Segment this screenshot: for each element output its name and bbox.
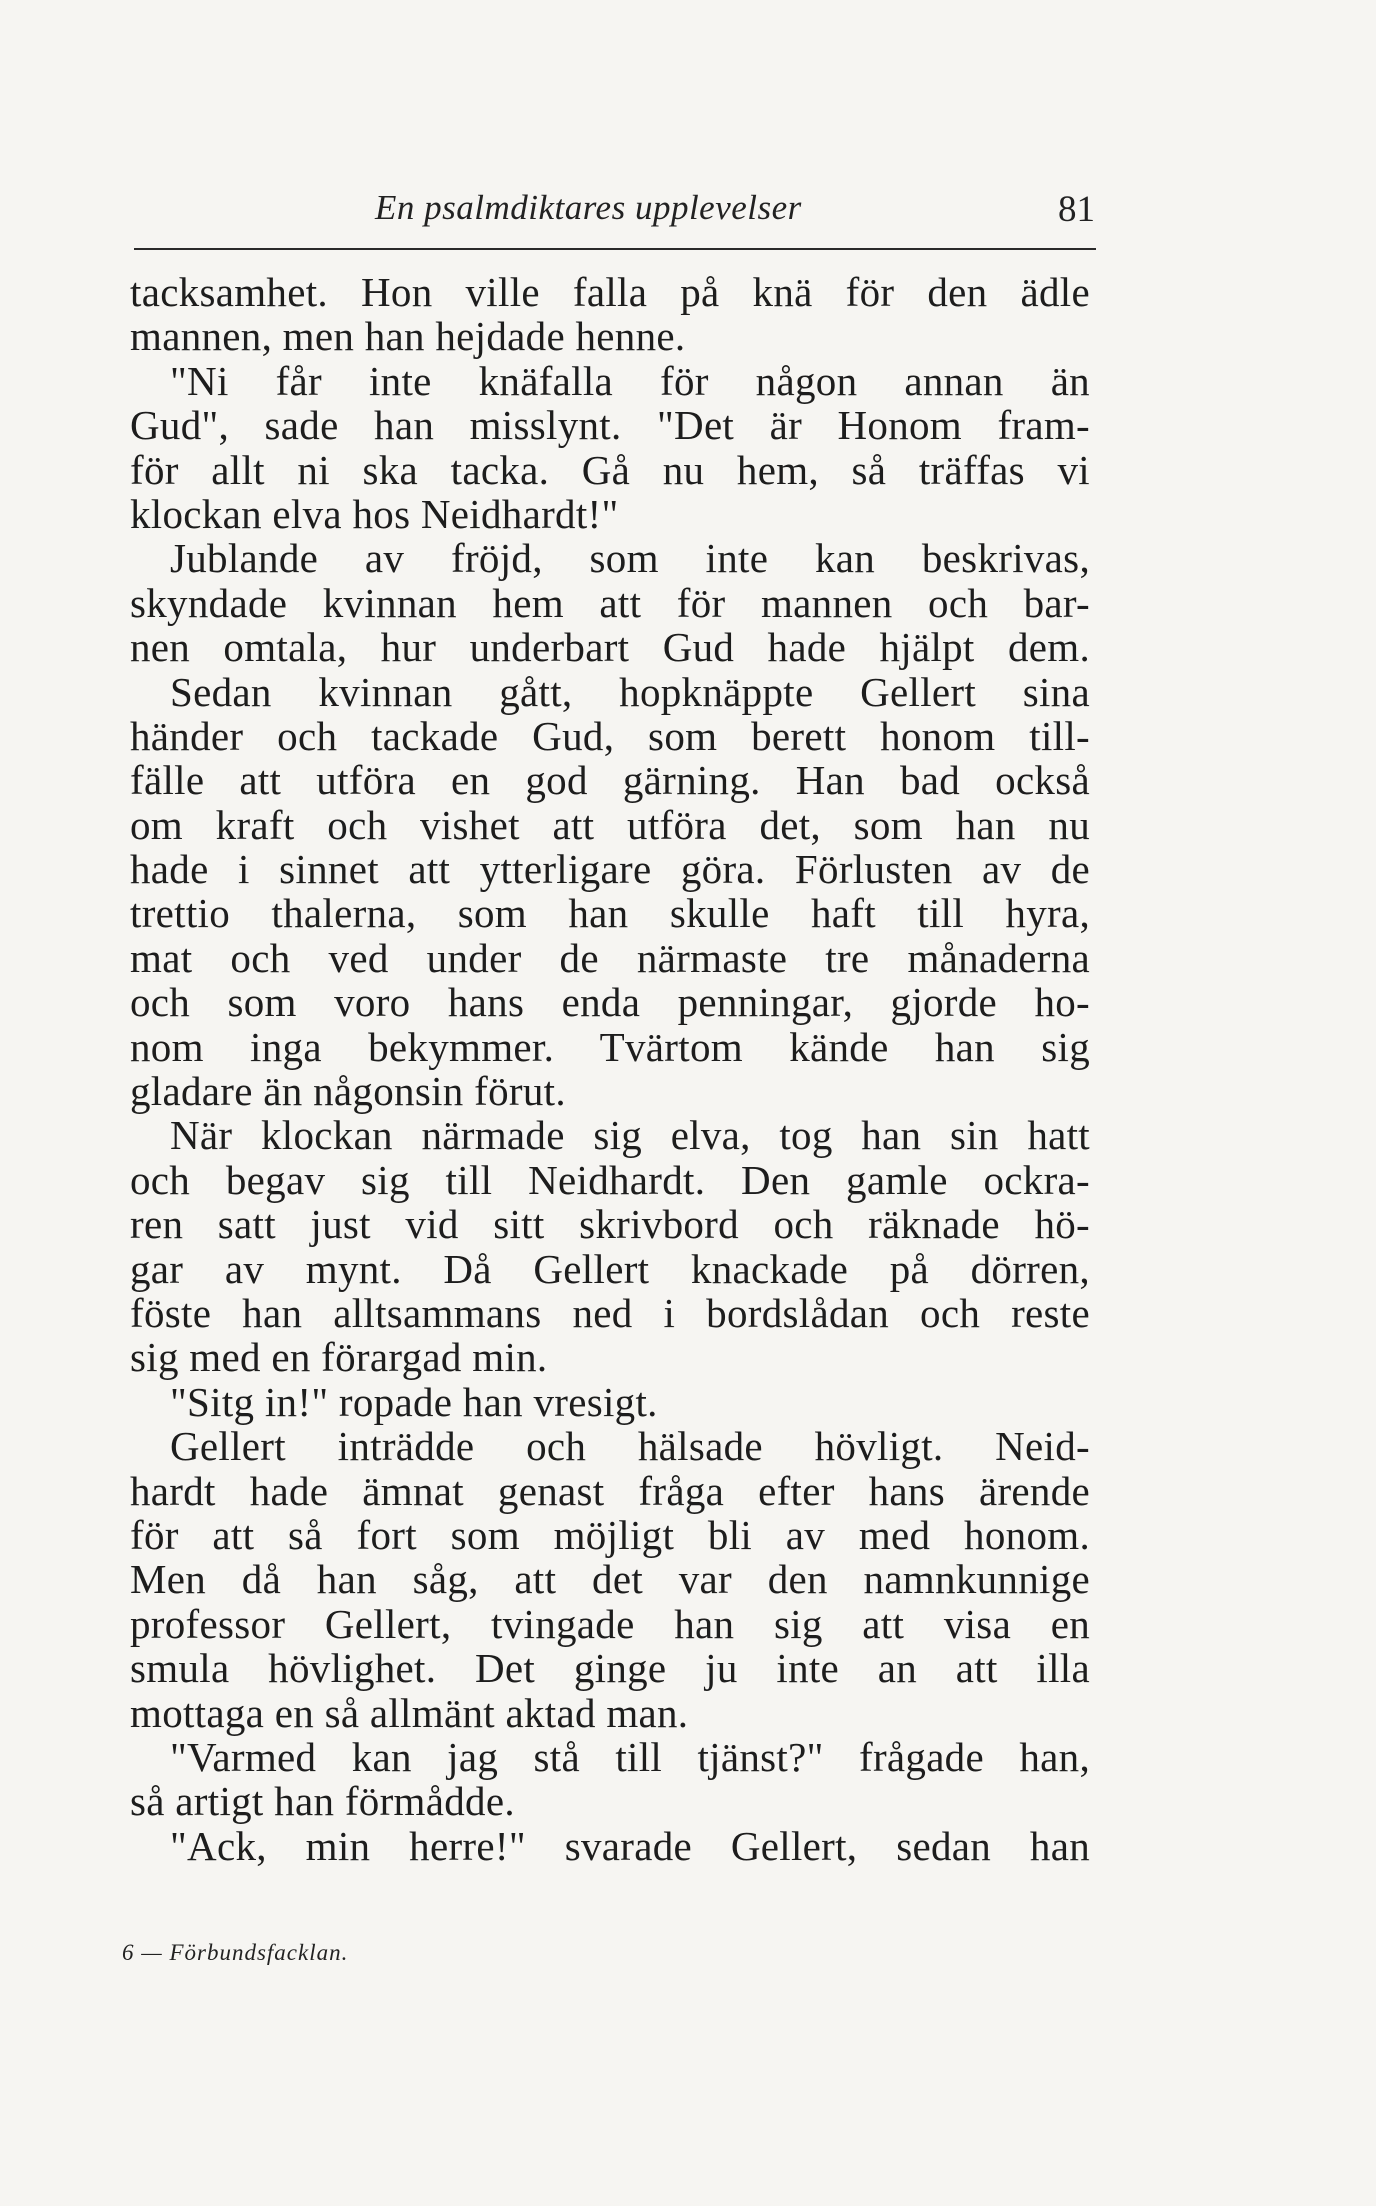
text-line: så artigt han förmådde.: [130, 1778, 515, 1825]
text-line: mottaga en så allmänt aktad man.: [130, 1689, 689, 1736]
text-line: mannen, men han hejdade henne.: [130, 313, 686, 360]
text-line: Gud", sade han misslynt. "Det är Honom fram-: [130, 402, 1090, 449]
text-line: smula hövlighet. Det ginge ju inte an att illa: [130, 1645, 1090, 1692]
body-text: [130, 270, 1090, 1868]
text-line: Jublande av fröjd, som inte kan beskrivas,: [170, 535, 1090, 582]
header-rule: [134, 248, 1096, 250]
text-line: "Ni får inte knäfalla för någon annan än: [170, 357, 1090, 404]
text-line: gladare än någonsin förut.: [130, 1068, 566, 1115]
text-line: "Varmed kan jag stå till tjänst?" frågade han,: [170, 1733, 1090, 1780]
running-title: En psalmdiktares upplevelser: [375, 188, 802, 227]
text-line: tacksamhet. Hon ville falla på knä för den ädle: [130, 269, 1090, 315]
text-line: fälle att utföra en god gärning. Han bad också: [130, 757, 1090, 804]
text-line: och begav sig till Neidhardt. Den gamle ockra-: [130, 1156, 1090, 1203]
text-line: hade i sinnet att ytterligare göra. Förlusten av de: [130, 846, 1090, 893]
text-line: skyndade kvinnan hem att för mannen och bar-: [130, 579, 1090, 626]
text-line: Men då han såg, att det var den namnkunnige: [130, 1556, 1090, 1603]
text-line: "Ack, min herre!" svarade Gellert, sedan han: [170, 1822, 1090, 1869]
text-line: Sedan kvinnan gått, hopknäppte Gellert sina: [170, 668, 1090, 715]
text-line: gar av mynt. Då Gellert knackade på dörren,: [130, 1245, 1090, 1292]
text-line: för att så fort som möjligt bli av med honom.: [130, 1511, 1090, 1558]
text-line: och som voro hans enda penningar, gjorde ho-: [130, 979, 1090, 1026]
text-line: ren satt just vid sitt skrivbord och räknade hö-: [130, 1201, 1090, 1248]
page-number: 81: [1058, 189, 1095, 230]
text-line: hardt hade ämnat genast fråga efter hans ärende: [130, 1467, 1090, 1514]
text-line: nen omtala, hur underbart Gud hade hjälpt dem.: [130, 624, 1090, 671]
text-line: professor Gellert, tvingade han sig att visa en: [130, 1600, 1090, 1647]
text-line: När klockan närmade sig elva, tog han sin hatt: [170, 1112, 1090, 1159]
text-line: "Sitg in!" ropade han vresigt.: [170, 1378, 658, 1425]
text-line: Gellert inträdde och hälsade hövligt. Neid-: [170, 1423, 1090, 1470]
text-line: klockan elva hos Neidhardt!": [130, 490, 619, 537]
text-line: mat och ved under de närmaste tre månaderna: [130, 934, 1090, 981]
text-line: föste han alltsammans ned i bordslådan och reste: [130, 1289, 1090, 1336]
text-line: sig med en förargad min.: [130, 1334, 548, 1381]
text-line: om kraft och vishet att utföra det, som han nu: [130, 801, 1090, 848]
text-line: nom inga bekymmer. Tvärtom kände han sig: [130, 1023, 1090, 1070]
running-head: [130, 180, 1095, 240]
text-line: trettio thalerna, som han skulle haft till hyra,: [130, 890, 1090, 937]
text-line: händer och tackade Gud, som berett honom till-: [130, 712, 1090, 759]
text-line: för allt ni ska tacka. Gå nu hem, så träffas vi: [130, 446, 1090, 493]
signature-mark: 6 — Förbundsfacklan.: [122, 1940, 349, 1965]
